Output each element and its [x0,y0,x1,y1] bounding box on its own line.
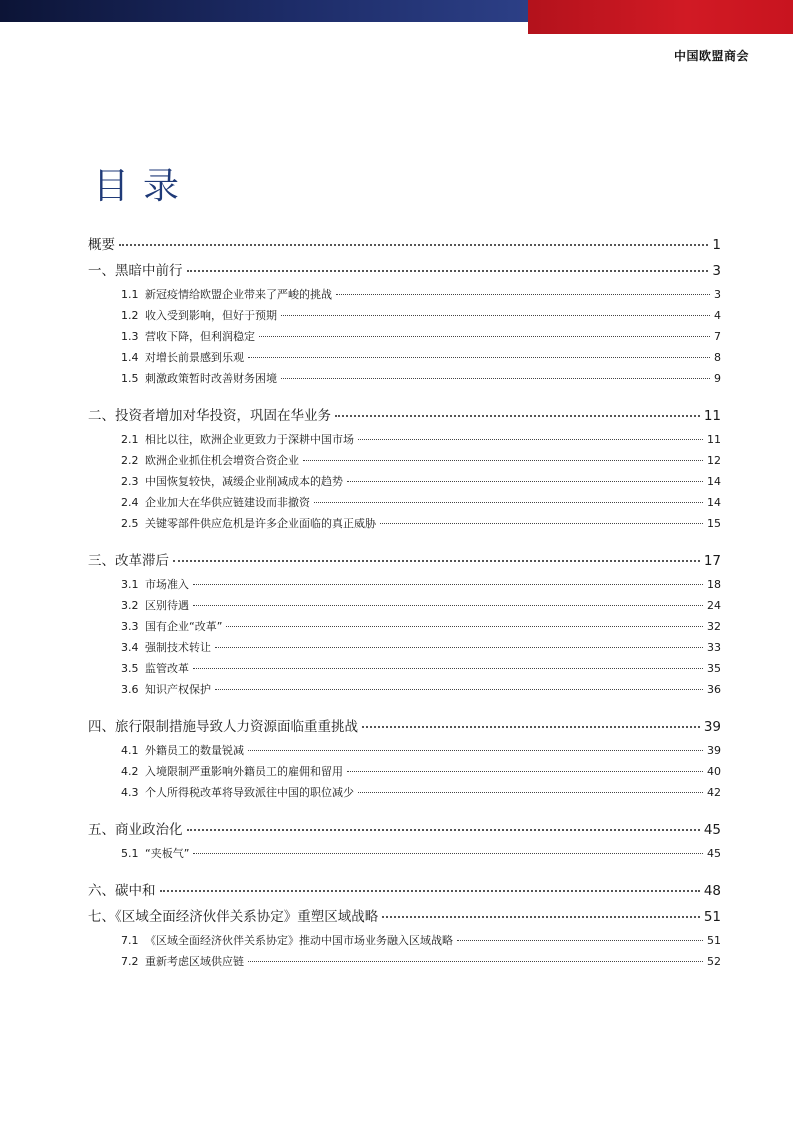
toc-entry[interactable] [88,904,721,930]
toc-subentry-page: 4 [714,309,721,322]
section-gap [88,700,721,714]
toc-entry-label: 三、改革滞后 [88,553,169,569]
toc-subentry[interactable] [88,368,721,389]
toc-subentry-page: 42 [707,786,721,799]
toc-subentry-number: 3.2 [121,599,139,612]
dot-leader [281,378,710,379]
dot-leader [193,584,703,585]
dot-leader [281,315,710,316]
toc-subentry-label [121,347,244,368]
dot-leader [382,916,700,918]
dot-leader [335,415,700,417]
toc-subentry-number: 3.3 [121,620,139,633]
toc-subentry-label [121,595,189,616]
toc-subentry-label [121,492,310,513]
toc-subentry-title: 强制技术转让 [145,641,211,654]
dot-leader [259,336,710,337]
toc-subentry[interactable] [88,782,721,803]
toc-entry-label: 六、碳中和 [88,883,156,899]
toc-subentry-title: 刺激政策暂时改善财务困境 [145,372,277,385]
toc-subentry-label [121,326,255,347]
toc-subentry-label [121,450,299,471]
toc-subentry-number: 1.4 [121,351,139,364]
toc-subentry[interactable] [88,450,721,471]
toc-entry[interactable] [88,878,721,904]
dot-leader [187,829,700,831]
toc-subentry-page: 39 [707,744,721,757]
toc-subentry-number: 3.5 [121,662,139,675]
toc-subentry-label [121,679,211,700]
toc-subentry[interactable] [88,740,721,761]
toc-subentry-label [121,930,453,951]
toc-subentry-number: 7.1 [121,934,139,947]
toc-subentry-page: 12 [707,454,721,467]
dot-leader [380,523,703,524]
toc-entry-label: 一、黑暗中前行 [88,263,183,279]
toc-subentry-title: 入境限制严重影响外籍员工的雇佣和留用 [145,765,343,778]
section-gap [88,534,721,548]
toc-subentry-label [121,740,244,761]
toc-subentry-title: 收入受到影响，但好于预期 [145,309,277,322]
toc-subentry[interactable] [88,930,721,951]
toc-subentry-label [121,637,211,658]
dot-leader [248,750,703,751]
dot-leader [215,689,703,690]
toc-subentry[interactable] [88,637,721,658]
dot-leader [226,626,703,627]
dot-leader [358,439,703,440]
toc-subentry-number: 2.4 [121,496,139,509]
toc-subentry-label [121,368,277,389]
toc-subentry-page: 33 [707,641,721,654]
toc-subentry-title: 外籍员工的数量锐减 [145,744,244,757]
dot-leader [303,460,703,461]
dot-leader [457,940,703,941]
toc-subentry-label [121,843,189,864]
toc-entry-page: 45 [703,822,721,838]
dot-leader [215,647,703,648]
toc-subentry-number: 1.3 [121,330,139,343]
toc-subentry-number: 1.5 [121,372,139,385]
toc-subentry[interactable] [88,679,721,700]
toc-subentry-number: 4.3 [121,786,139,799]
toc-subentry[interactable] [88,305,721,326]
toc-entry-page: 51 [703,909,721,925]
toc-subentry-number: 3.1 [121,578,139,591]
header-band-red [528,0,793,34]
toc-subentry-title: 企业加大在华供应链建设而非撤资 [145,496,310,509]
dot-leader [347,481,703,482]
toc-subentry-label [121,513,376,534]
dot-leader [187,270,709,272]
toc-subentry-page: 3 [714,288,721,301]
dot-leader [160,890,700,892]
toc-entry-page: 11 [703,408,721,424]
dot-leader [248,357,710,358]
toc-subentry-number: 3.4 [121,641,139,654]
toc-subentry-title: 营收下降，但利润稳定 [145,330,255,343]
toc-entry[interactable] [88,232,721,258]
toc-entry-label: 五、商业政治化 [88,822,183,838]
toc-entry[interactable] [88,258,721,284]
table-of-contents [88,232,721,972]
toc-subentry-label [121,782,354,803]
toc-subentry-page: 45 [707,847,721,860]
organization-name: 中国欧盟商会 [673,49,749,63]
dot-leader [248,961,703,962]
toc-subentry-title: 《区域全面经济伙伴关系协定》推动中国市场业务融入区域战略 [145,934,453,947]
toc-subentry-title: 监管改革 [145,662,189,675]
page-title: 目录 [93,166,194,207]
toc-entry-label: 二、投资者增加对华投资，巩固在华业务 [88,408,331,424]
toc-subentry-title: 对增长前景感到乐观 [145,351,244,364]
dot-leader [193,853,703,854]
toc-subentry[interactable] [88,761,721,782]
toc-entry-page: 48 [703,883,721,899]
dot-leader [336,294,710,295]
toc-subentry[interactable] [88,951,721,972]
dot-leader [362,726,700,728]
toc-subentry-number: 3.6 [121,683,139,696]
toc-subentry-label [121,951,244,972]
dot-leader [173,560,700,562]
toc-subentry[interactable] [88,326,721,347]
toc-subentry-title: 关键零部件供应危机是许多企业面临的真正威胁 [145,517,376,530]
toc-subentry-label [121,658,189,679]
toc-subentry-label [121,305,277,326]
toc-subentry-title: 新冠疫情给欧盟企业带来了严峻的挑战 [145,288,332,301]
toc-entry[interactable] [88,548,721,574]
toc-subentry-title: 重新考虑区域供应链 [145,955,244,968]
toc-subentry-title: 个人所得税改革将导致派往中国的职位减少 [145,786,354,799]
toc-subentry-page: 18 [707,578,721,591]
toc-subentry-title: 欧洲企业抓住机会增资合资企业 [145,454,299,467]
toc-subentry-number: 7.2 [121,955,139,968]
toc-subentry-page: 40 [707,765,721,778]
toc-subentry-number: 2.5 [121,517,139,530]
toc-subentry-label [121,761,343,782]
toc-subentry[interactable] [88,347,721,368]
toc-subentry-number: 5.1 [121,847,139,860]
section-gap [88,803,721,817]
toc-subentry-page: 14 [707,496,721,509]
toc-entry-page: 3 [712,263,721,279]
dot-leader [193,668,703,669]
toc-subentry-page: 15 [707,517,721,530]
toc-subentry[interactable] [88,429,721,450]
toc-subentry-title: “夹板气” [145,847,190,860]
toc-subentry-label [121,284,332,305]
toc-subentry-number: 4.1 [121,744,139,757]
toc-subentry-page: 14 [707,475,721,488]
toc-subentry[interactable] [88,513,721,534]
toc-subentry-number: 2.2 [121,454,139,467]
section-gap [88,389,721,403]
toc-subentry-label [121,574,189,595]
toc-subentry-label [121,616,222,637]
toc-entry-page: 1 [712,237,721,253]
toc-subentry-title: 区别待遇 [145,599,189,612]
dot-leader [347,771,703,772]
toc-subentry-label [121,471,343,492]
toc-subentry-page: 35 [707,662,721,675]
dot-leader [193,605,703,606]
toc-subentry-number: 1.2 [121,309,139,322]
toc-entry-page: 39 [703,719,721,735]
toc-subentry-title: 中国恢复较快，减缓企业削减成本的趋势 [145,475,343,488]
toc-subentry[interactable] [88,284,721,305]
toc-subentry-page: 7 [714,330,721,343]
toc-entry[interactable] [88,403,721,429]
dot-leader [358,792,703,793]
dot-leader [314,502,703,503]
toc-subentry[interactable] [88,574,721,595]
toc-entry-page: 17 [703,553,721,569]
toc-subentry-number: 1.1 [121,288,139,301]
dot-leader [119,244,708,246]
toc-subentry-title: 知识产权保护 [145,683,211,696]
toc-subentry[interactable] [88,471,721,492]
toc-subentry-number: 2.1 [121,433,139,446]
toc-subentry-page: 32 [707,620,721,633]
toc-subentry-page: 52 [707,955,721,968]
header-color-band [0,0,793,34]
header-band-navy [0,0,528,22]
toc-entry-label: 四、旅行限制措施导致人力资源面临重重挑战 [88,719,358,735]
toc-subentry-page: 24 [707,599,721,612]
toc-subentry-title: 市场准入 [145,578,189,591]
toc-subentry-page: 36 [707,683,721,696]
toc-subentry[interactable] [88,616,721,637]
toc-subentry-page: 8 [714,351,721,364]
toc-subentry[interactable] [88,595,721,616]
toc-entry-label: 七、《区域全面经济伙伴关系协定》重塑区域战略 [88,909,379,925]
toc-subentry-number: 4.2 [121,765,139,778]
toc-entry-label: 概要 [88,237,115,253]
toc-subentry-label [121,429,354,450]
toc-entry[interactable] [88,817,721,843]
section-gap [88,864,721,878]
toc-entry[interactable] [88,714,721,740]
toc-subentry-number: 2.3 [121,475,139,488]
toc-subentry-title: 国有企业“改革” [145,620,223,633]
toc-subentry-page: 9 [714,372,721,385]
toc-subentry-page: 11 [707,433,721,446]
toc-subentry[interactable] [88,843,721,864]
toc-subentry[interactable] [88,492,721,513]
toc-subentry-page: 51 [707,934,721,947]
toc-subentry-title: 相比以往，欧洲企业更致力于深耕中国市场 [145,433,354,446]
toc-subentry[interactable] [88,658,721,679]
